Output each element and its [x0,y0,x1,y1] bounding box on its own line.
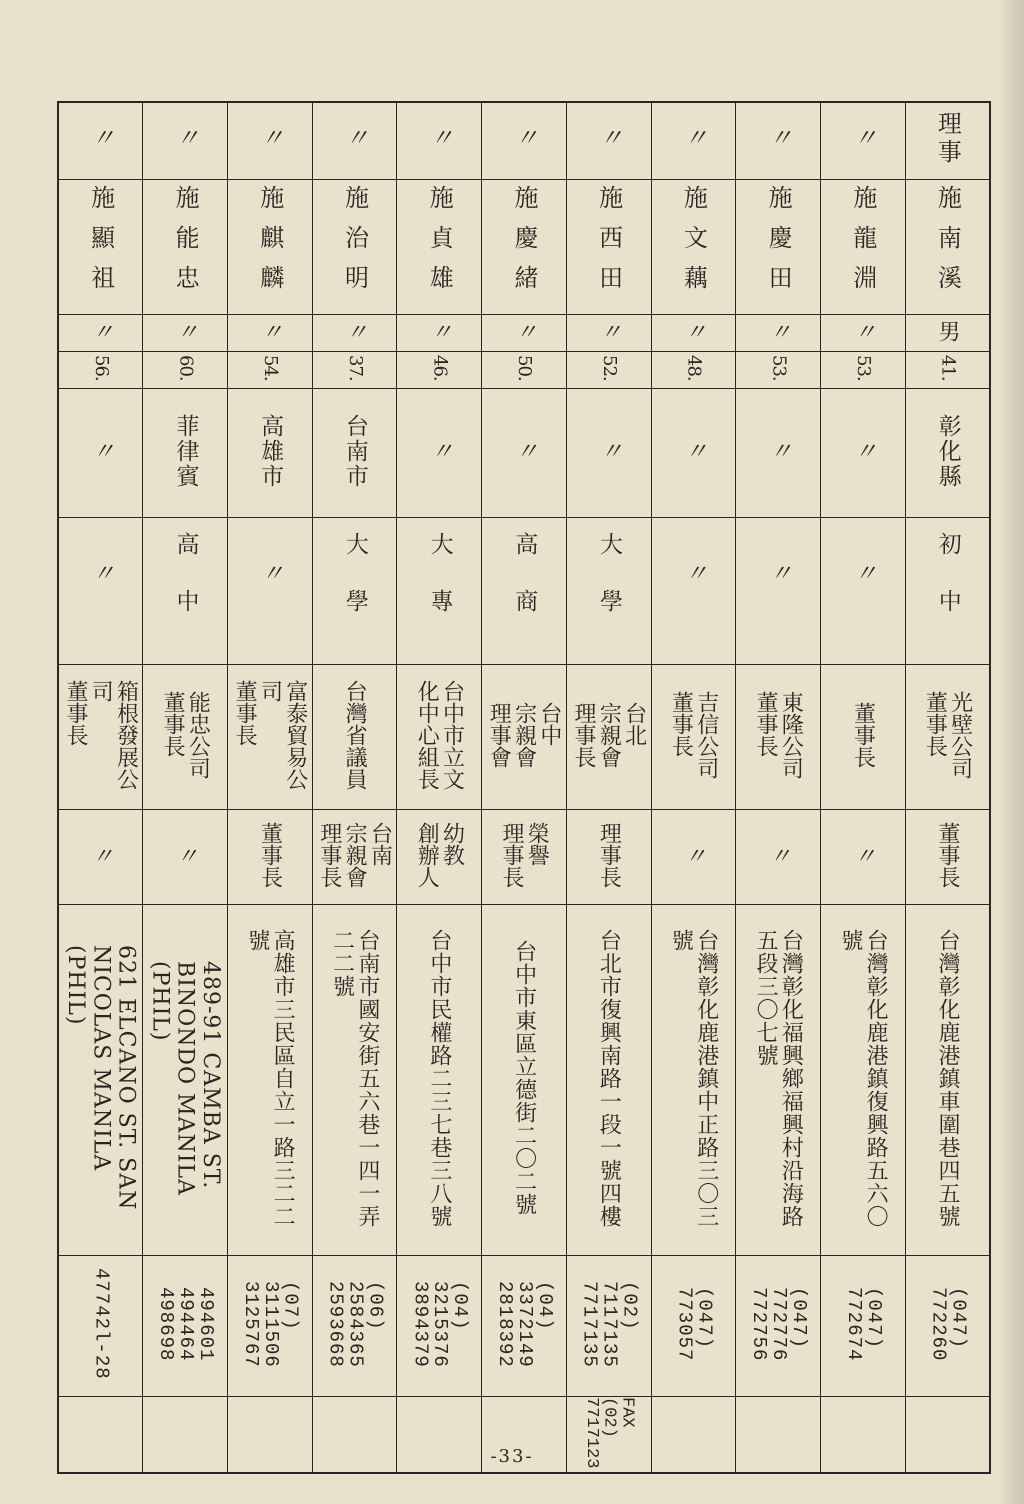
tel-text: (02) 7117135 7717135 [578,1280,641,1368]
name-text: 施治明 [340,185,369,305]
cell-job [227,665,312,810]
cell-edu [397,518,482,665]
cell-addr [820,905,905,1256]
cell-edu [736,518,821,665]
cell-place [905,389,990,518]
job-text: 董事長 [850,702,876,768]
cell-name [397,180,482,315]
title-text: 〃 [848,125,877,153]
edu-text: 大學 [596,532,623,646]
cell-addr [651,905,736,1256]
cell-assoc [905,810,990,905]
title-text: 〃 [255,125,284,153]
title-text: 〃 [594,125,623,153]
cell-addr [58,905,143,1256]
cell-addr [397,905,482,1256]
cell-assoc [58,810,143,905]
cell-job [736,665,821,810]
row-age [58,352,990,389]
cell-title [736,102,821,180]
job-text: 台中市立文 化中心組長 [414,680,465,790]
cell-name [905,180,990,315]
cell-age [143,352,228,389]
title-text: 理事 [933,111,962,167]
edu-text: 大專 [426,532,453,646]
sex-text: 〃 [426,319,452,343]
edu-text: 〃 [850,560,877,618]
age-text: 37. [344,355,366,381]
cell-edu [566,518,651,665]
cell-name [736,180,821,315]
name-text: 施西田 [594,185,623,305]
cell-age [651,352,736,389]
cell-tel [905,1256,990,1397]
cell-assoc [651,810,736,905]
title-text: 〃 [86,125,115,153]
cell-place [312,389,397,518]
job-text: 能忠公司 董事長 [160,691,211,779]
place-text: 彰化縣 [934,413,961,489]
cell-sex [651,315,736,352]
cell-sex [820,315,905,352]
assoc-text: 董事長 [257,822,283,888]
title-text: 〃 [171,125,200,153]
row-title [58,102,990,180]
tel-text: (047) 773057 [673,1286,716,1362]
cell-name [651,180,736,315]
place-text: 台南市 [341,413,368,489]
page-edge-shadow [996,0,1024,1504]
cell-title [566,102,651,180]
cell-addr [312,905,397,1256]
name-text: 施麒麟 [255,185,284,305]
cell-addr [905,905,990,1256]
cell-sex [566,315,651,352]
cell-title [397,102,482,180]
cell-sex [312,315,397,352]
cell-title [651,102,736,180]
place-text: 〃 [850,438,877,464]
tel-text: (07) 3111506 3125767 [239,1280,302,1368]
cell-tel [58,1256,143,1397]
row-place [58,389,990,518]
assoc-text: 榮譽 理事長 [498,822,550,888]
place-text: 〃 [596,438,623,464]
cell-assoc [566,810,651,905]
cell-age [482,352,567,389]
cell-age [227,352,312,389]
cell-place [58,389,143,518]
age-text: 41. [937,355,959,381]
cell-age [397,352,482,389]
row-tel [58,1256,990,1397]
cell-name [312,180,397,315]
addr-text: 台灣彰化鹿港鎮復興路五六〇 號 [837,928,889,1228]
cell-job [58,665,143,810]
row-sex [58,315,990,352]
cell-sex [736,315,821,352]
place-text: 菲律賓 [172,413,199,489]
cell-addr [143,905,228,1256]
cell-assoc [397,810,482,905]
name-text: 施慶緒 [509,185,538,305]
cell-sex [482,315,567,352]
cell-title [58,102,143,180]
row-edu [58,518,990,665]
cell-place [651,389,736,518]
job-text: 光壁公司 董事長 [922,691,973,779]
tel-text: (04) 3372149 2818392 [493,1280,556,1368]
member-roster-table [57,101,991,1474]
addr-text: 高雄市三民區自立一路三二二 號 [244,928,296,1228]
addr-text: 台中市民權路二三七巷三八號 [426,928,452,1228]
fax-text: FAX (02) 7717123 [581,1397,637,1469]
cell-title [482,102,567,180]
sex-text: 〃 [172,319,198,343]
cell-age [566,352,651,389]
cell-addr [736,905,821,1256]
edu-text: 〃 [765,560,792,618]
cell-place [143,389,228,518]
title-text: 〃 [340,125,369,153]
name-text: 施南溪 [933,185,962,305]
addr-text: 台中市東區立德街二〇二號 [511,940,537,1216]
addr-text: 台灣彰化福興鄉福興村沿海路 五段三〇七號 [753,928,804,1228]
assoc-text: 董事長 [934,822,960,888]
cell-edu [651,518,736,665]
age-text: 53. [853,355,875,381]
job-text: 台中 宗親會 理事會 [486,702,562,768]
tel-text: (047) 772674 [842,1286,885,1362]
assoc-text: 台南 宗親會 理事長 [316,822,393,888]
assoc-text: 理事長 [596,822,622,888]
cell-sex [227,315,312,352]
cell-job [397,665,482,810]
title-text: 〃 [425,125,454,153]
addr-text: 台北市復興南路一段一號四樓 [596,928,622,1228]
edu-text: 高商 [511,532,538,646]
age-text: 50. [514,355,536,381]
cell-assoc [227,810,312,905]
sex-text: 〃 [511,319,537,343]
cell-job [312,665,397,810]
cell-name [482,180,567,315]
cell-assoc [820,810,905,905]
cell-name [227,180,312,315]
name-text: 施龍淵 [848,185,877,305]
cell-edu [227,518,312,665]
cell-tel [482,1256,567,1397]
age-text: 52. [598,355,620,381]
cell-job [482,665,567,810]
cell-tel [736,1256,821,1397]
edu-text: 大學 [341,532,368,646]
cell-job [566,665,651,810]
addr-text: 台南市國安街五六巷一四一弄 二二號 [329,928,380,1228]
edu-text: 高中 [172,532,199,646]
sex-text: 〃 [596,319,622,343]
cell-age [58,352,143,389]
name-text: 施顯祖 [86,185,115,305]
cell-tel [312,1256,397,1397]
job-text: 吉信公司 董事長 [668,691,719,779]
job-text: 箱根發展公 司 董事長 [62,680,139,790]
cell-name [820,180,905,315]
addr-text: 台灣彰化鹿港鎮車圍巷四五號 [934,928,960,1228]
cell-place [397,389,482,518]
addr-text: 621 ELCANO ST. SAN NICOLAS MANILA (PHIL) [62,945,139,1211]
cell-sex [905,315,990,352]
cell-age [820,352,905,389]
cell-title [905,102,990,180]
age-text: 54. [260,355,282,381]
cell-sex [397,315,482,352]
cell-assoc [143,810,228,905]
sex-text: 〃 [765,319,791,343]
cell-assoc [736,810,821,905]
cell-job [905,665,990,810]
place-text: 〃 [426,438,453,464]
cell-edu [820,518,905,665]
age-text: 60. [175,355,197,381]
sex-text: 〃 [342,319,368,343]
assoc-text: 〃 [850,843,876,867]
cell-place [227,389,312,518]
addr-text: 489-91 CAMBA ST. BINONDO MANILA (PHIL) [147,960,224,1196]
cell-place [736,389,821,518]
cell-name [58,180,143,315]
cell-tel [227,1256,312,1397]
sex-text: 〃 [850,319,876,343]
cell-title [227,102,312,180]
cell-sex [143,315,228,352]
cell-tel [566,1256,651,1397]
job-text: 富泰貿易公 司 董事長 [232,680,308,790]
cell-title [312,102,397,180]
age-text: 46. [429,355,451,381]
assoc-text: 〃 [765,843,791,867]
place-text: 〃 [680,438,707,464]
sex-text: 〃 [681,319,707,343]
tel-text: 494601 494464 498698 [155,1286,217,1362]
cell-name [143,180,228,315]
place-text: 〃 [765,438,792,464]
cell-title [820,102,905,180]
title-text: 〃 [679,125,708,153]
tel-text: (04) 3215376 3894379 [409,1280,472,1368]
assoc-text: 〃 [172,843,198,867]
assoc-text: 幼教 創辦人 [414,822,465,888]
sex-text: 〃 [257,319,283,343]
place-text: 〃 [511,438,538,464]
edu-text: 〃 [87,560,114,618]
cell-assoc [482,810,567,905]
cell-tel [143,1256,228,1397]
title-text: 〃 [764,125,793,153]
cell-job [143,665,228,810]
age-text: 48. [683,355,705,381]
cell-edu [905,518,990,665]
tel-text: (047) 772260 [927,1286,970,1362]
age-text: 53. [768,355,790,381]
page-number: -33- [490,1446,534,1467]
name-text: 施貞雄 [425,185,454,305]
title-text: 〃 [509,125,538,153]
cell-edu [312,518,397,665]
cell-age [905,352,990,389]
cell-job [820,665,905,810]
tel-text: (06) 2584365 2593668 [324,1280,387,1368]
cell-tel [397,1256,482,1397]
cell-addr [227,905,312,1256]
assoc-text: 〃 [681,843,707,867]
sex-text: 男 [935,320,961,342]
name-text: 施文藕 [679,185,708,305]
cell-place [482,389,567,518]
cell-place [566,389,651,518]
cell-name [566,180,651,315]
cell-edu [58,518,143,665]
tel-text: 47742l-28 [90,1268,113,1380]
addr-text: 台灣彰化鹿港鎮中正路三〇三 號 [668,928,719,1228]
assoc-text: 〃 [88,843,114,867]
row-assoc [58,810,990,905]
edu-text: 〃 [680,560,707,618]
place-text: 高雄市 [257,413,284,489]
row-name [58,180,990,315]
cell-tel [820,1256,905,1397]
row-addr [58,905,990,1256]
cell-place [820,389,905,518]
cell-edu [482,518,567,665]
cell-sex [58,315,143,352]
name-text: 施慶田 [764,185,793,305]
job-text: 台北 宗親會 理事長 [571,702,647,768]
cell-assoc [312,810,397,905]
tel-text: (047) 772776 772756 [748,1286,811,1362]
cell-age [312,352,397,389]
cell-addr [482,905,567,1256]
job-text: 台灣省議員 [342,680,368,790]
cell-job [651,665,736,810]
sex-text: 〃 [88,319,114,343]
row-job [58,665,990,810]
cell-edu [143,518,228,665]
age-text: 56. [90,355,112,381]
edu-text: 初中 [934,532,961,646]
job-text: 東隆公司 董事長 [753,691,804,779]
cell-addr [566,905,651,1256]
place-text: 〃 [87,438,114,464]
cell-title [143,102,228,180]
edu-text: 〃 [257,560,284,618]
cell-tel [651,1256,736,1397]
name-text: 施能忠 [171,185,200,305]
cell-age [736,352,821,389]
